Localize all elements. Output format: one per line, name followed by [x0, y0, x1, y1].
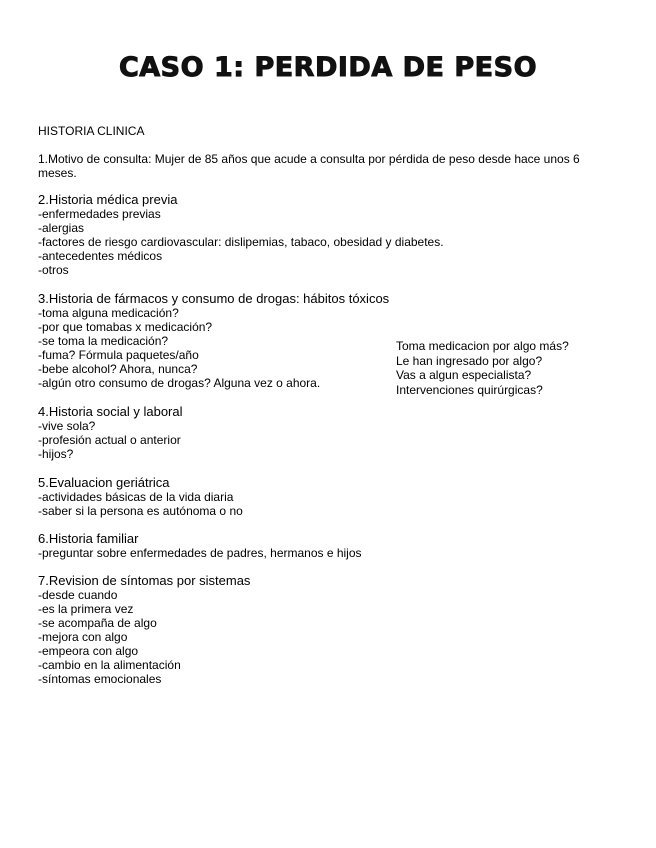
list-item: -cambio en la alimentación [38, 658, 181, 672]
list-item: -es la primera vez [38, 602, 134, 616]
section-header: 4.Historia social y laboral [38, 404, 183, 419]
list-item: -toma alguna medicación? [38, 306, 179, 320]
section-evaluacion-geriatrica [38, 476, 243, 518]
section-header: 6.Historia familiar [38, 531, 139, 546]
list-item: -preguntar sobre enfermedades de padres, hermanos e hijos [38, 546, 362, 560]
list-item: -otros [38, 263, 69, 277]
list-item: -vive sola? [38, 419, 96, 433]
list-item: -hijos? [38, 447, 74, 461]
list-item: -fuma? Fórmula paquetes/año [38, 348, 199, 362]
section-historia-social [38, 405, 183, 461]
list-item: -profesión actual o anterior [38, 433, 181, 447]
side-note-line: Toma medicacion por algo más? [396, 339, 569, 353]
list-item: -desde cuando [38, 588, 118, 602]
side-note-line: Le han ingresado por algo? [396, 353, 543, 368]
motivo-consulta-paragraph: 1.Motivo de consulta: Mujer de 85 años que acude a consulta por pérdida de peso desde hace unos 6 meses. [38, 152, 580, 180]
list-item: -antecedentes médicos [38, 249, 163, 263]
historia-clinica-label: HISTORIA CLINICA [38, 124, 145, 138]
list-item: -saber si la persona es autónoma o no [38, 504, 243, 518]
section-historia-familiar [38, 532, 362, 560]
list-item: -se toma la medicación? [38, 334, 169, 348]
list-item: -síntomas emocionales [38, 672, 162, 686]
section-header: 3.Historia de fármacos y consumo de drogas: hábitos tóxicos [38, 291, 390, 306]
section-farmacos [38, 292, 389, 390]
list-item: -algún otro consumo de drogas? Alguna vez o ahora. [38, 376, 321, 390]
side-note [396, 339, 569, 397]
side-note-line: Vas a algun especialista? [396, 368, 532, 382]
list-item: -alergias [38, 221, 85, 235]
section-header: 7.Revision de síntomas por sistemas [38, 573, 251, 588]
list-item: -por que tomabas x medicación? [38, 320, 213, 334]
list-item: -actividades básicas de la vida diaria [38, 490, 234, 504]
list-item: -empeora con algo [38, 644, 139, 658]
section-header: 5.Evaluacion geriátrica [38, 475, 170, 490]
page-title: CASO 1: PERDIDA DE PESO [118, 52, 538, 83]
section-revision-sintomas [38, 574, 250, 686]
side-note-line: Intervenciones quirúrgicas? [396, 382, 543, 397]
section-header: 2.Historia médica previa [38, 192, 178, 207]
list-item: -mejora con algo [38, 630, 128, 644]
list-item: -se acompaña de algo [38, 616, 157, 630]
list-item: -bebe alcohol? Ahora, nunca? [38, 362, 198, 376]
list-item: -factores de riesgo cardiovascular: dislipemias, tabaco, obesidad y diabetes. [38, 235, 444, 249]
list-item: -enfermedades previas [38, 207, 161, 221]
section-historia-medica [38, 193, 444, 277]
